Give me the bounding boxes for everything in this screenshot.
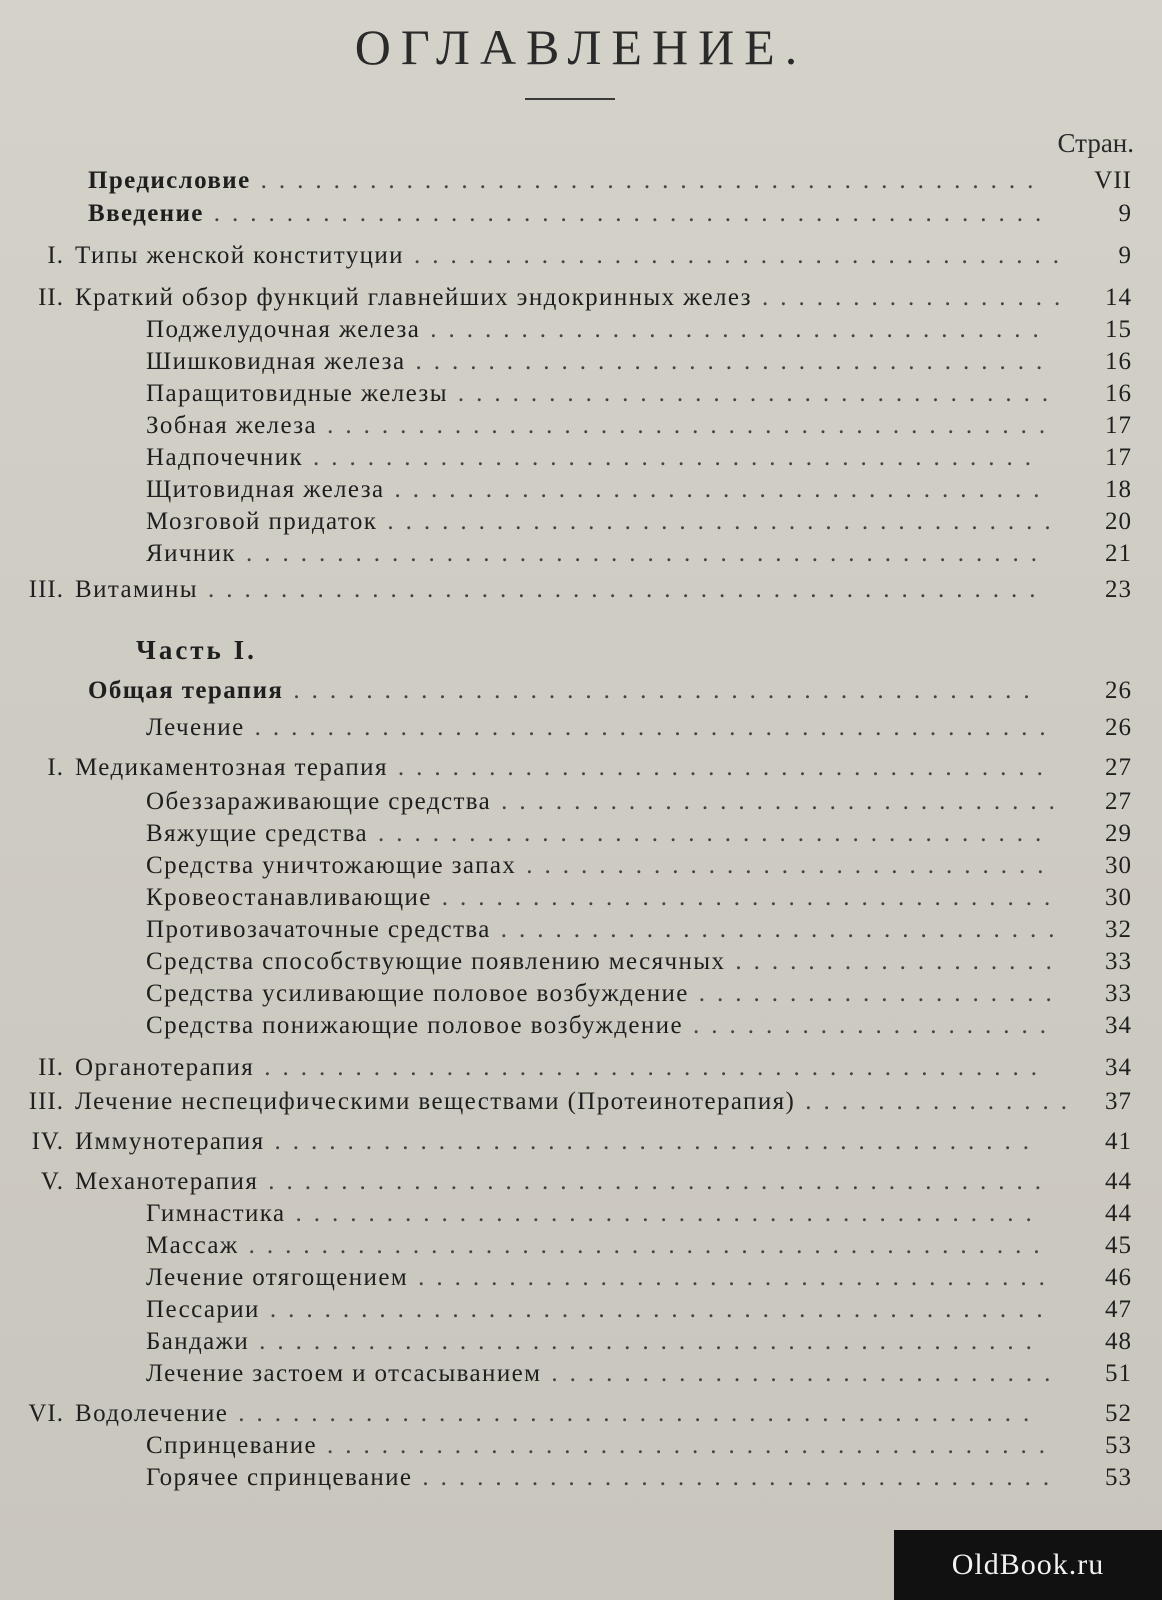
dot-leader: .............................	[526, 852, 1056, 879]
toc-entry	[0, 474, 1162, 506]
entry-title: Спринцевание	[146, 1432, 318, 1459]
toc-entry	[0, 410, 1162, 442]
chapter-numeral: III.	[28, 1088, 64, 1115]
toc-entry	[0, 850, 1162, 882]
entry-title: Зобная железа	[146, 412, 318, 439]
entry-title: Лечение	[146, 714, 245, 741]
page-number: 14	[1105, 284, 1132, 311]
entry-title: Гимнастика	[146, 1200, 286, 1227]
dot-leader: ............................	[551, 1360, 1063, 1387]
entry-title: Водолечение	[75, 1400, 229, 1427]
entry-title: Вяжущие средства	[146, 820, 368, 847]
dot-leader: ............................................	[248, 1232, 1052, 1259]
dot-leader: ...........................................	[264, 1054, 1049, 1081]
page-number: 20	[1105, 508, 1132, 535]
entry-title: Органотерапия	[75, 1054, 255, 1081]
entry-title: Типы женской конституции	[75, 242, 404, 269]
dot-leader: ..............................................	[207, 576, 1048, 603]
entry-title: Обеззараживающие средства	[146, 788, 492, 815]
entry-title: Средства усиливающие половое возбуждение	[146, 980, 689, 1007]
dot-leader: ........................................	[313, 444, 1044, 471]
dot-leader: ....................................	[413, 242, 1071, 269]
page-number: 52	[1105, 1400, 1132, 1427]
chapter-numeral: II.	[38, 1054, 64, 1081]
entry-title: Лечение отягощением	[146, 1264, 409, 1291]
toc-entry	[0, 675, 1162, 707]
page-number: 41	[1105, 1128, 1132, 1155]
page-number: 44	[1105, 1200, 1132, 1227]
dot-leader: .........................................	[295, 1200, 1044, 1227]
entry-title: Шишковидная железа	[146, 348, 406, 375]
watermark-text: OldBook.ru	[951, 1548, 1105, 1581]
chapter-numeral: III.	[28, 576, 64, 603]
entry-title: Паращитовидные железы	[146, 380, 448, 407]
dot-leader: ............................................	[254, 714, 1058, 741]
dot-leader: ...............................	[501, 788, 1067, 815]
entry-title: Лечение застоем и отсасыванием	[146, 1360, 542, 1387]
dot-leader: ...........................................	[268, 1168, 1053, 1195]
page-number: 16	[1105, 348, 1132, 375]
entry-title: Надпочечник	[146, 444, 304, 471]
dot-leader: ...................................	[415, 348, 1055, 375]
page-number: 33	[1105, 980, 1132, 1007]
page-number: 44	[1105, 1168, 1132, 1195]
page-number: 17	[1105, 444, 1132, 471]
page-title: ОГЛАВЛЕНИЕ.	[354, 19, 808, 75]
page-number: 34	[1105, 1054, 1132, 1081]
toc-entry	[0, 1166, 1162, 1198]
page-number: 27	[1105, 788, 1132, 815]
toc-entry	[0, 1126, 1162, 1158]
toc-entry	[0, 946, 1162, 978]
toc-entry	[0, 1086, 1162, 1118]
toc-entry	[0, 1052, 1162, 1084]
entry-title: Механотерапия	[75, 1168, 259, 1195]
entry-title: Часть I.	[136, 635, 257, 665]
dot-leader: .................................	[457, 380, 1061, 407]
dot-leader: .........................................	[293, 677, 1042, 704]
page-number: 34	[1105, 1012, 1132, 1039]
toc-entry	[0, 914, 1162, 946]
entry-title: Общая терапия	[88, 677, 284, 704]
page-number: 16	[1105, 380, 1132, 407]
page-number: 51	[1105, 1360, 1132, 1387]
toc-entry	[0, 506, 1162, 538]
toc-entry	[0, 240, 1162, 272]
dot-leader: ....................	[698, 980, 1064, 1007]
dot-leader: ..................	[735, 948, 1064, 975]
toc-entry	[0, 165, 1162, 197]
entry-title: Поджелудочная железа	[146, 316, 421, 343]
dot-leader: .................	[761, 284, 1073, 311]
toc-entry	[0, 378, 1162, 410]
page-number: 32	[1105, 916, 1132, 943]
toc-entry	[0, 1010, 1162, 1042]
toc-entry	[0, 198, 1162, 230]
toc-entry	[0, 978, 1162, 1010]
chapter-numeral: I.	[47, 242, 64, 269]
entry-title: Предисловие	[88, 167, 251, 194]
toc-entry	[0, 1398, 1162, 1430]
entry-title: Мозговой придаток	[146, 508, 378, 535]
chapter-numeral: V.	[40, 1168, 64, 1195]
dot-leader: ....................	[692, 1012, 1058, 1039]
entry-title: Средства уничтожающие запах	[146, 852, 517, 879]
toc-entry	[0, 574, 1162, 606]
toc-entry	[0, 1294, 1162, 1326]
page-number: 18	[1105, 476, 1132, 503]
entry-title: Введение	[88, 200, 204, 227]
toc-entry	[0, 314, 1162, 346]
dot-leader: .....................................	[378, 820, 1054, 847]
page-number: 37	[1105, 1088, 1132, 1115]
toc-entry	[0, 882, 1162, 914]
page-number: 53	[1105, 1464, 1132, 1491]
page-number: 26	[1105, 714, 1132, 741]
toc-entry	[0, 1358, 1162, 1390]
entry-title: Массаж	[146, 1232, 239, 1259]
chapter-numeral: II.	[38, 284, 64, 311]
dot-leader: ........................................	[327, 1432, 1058, 1459]
toc-entry	[0, 282, 1162, 314]
entry-title: Пессарии	[146, 1296, 260, 1323]
page-number: 23	[1105, 576, 1132, 603]
toc-entry	[0, 1262, 1162, 1294]
dot-leader: ..............................................	[213, 200, 1054, 227]
watermark-logo	[894, 1530, 1162, 1600]
dot-leader: ...............................	[500, 916, 1067, 943]
page-number: 9	[1118, 242, 1132, 269]
page-number: 9	[1118, 200, 1132, 227]
page-number: 29	[1105, 820, 1132, 847]
chapter-numeral: I.	[47, 754, 64, 781]
entry-title: Витамины	[75, 576, 198, 603]
dot-leader: ........................................	[327, 412, 1058, 439]
chapter-numeral: IV.	[31, 1128, 64, 1155]
toc-entry	[0, 442, 1162, 474]
page-number: 26	[1105, 677, 1132, 704]
toc-entry	[0, 1326, 1162, 1358]
dot-leader: ...........................................	[269, 1296, 1055, 1323]
toc-entry	[0, 786, 1162, 818]
page-number: 17	[1105, 412, 1132, 439]
entry-title: Яичник	[146, 540, 236, 567]
dot-leader: ...........................................	[260, 167, 1046, 194]
page-number: 53	[1105, 1432, 1132, 1459]
dot-leader: ...............	[805, 1088, 1079, 1115]
entry-title: Щитовидная железа	[146, 476, 385, 503]
entry-title: Кровеостанавливающие	[146, 884, 432, 911]
toc-entry	[0, 1230, 1162, 1262]
entry-title: Противозачаточные средства	[146, 916, 491, 943]
toc-entry	[0, 1462, 1162, 1494]
entry-title: Горячее спринцевание	[146, 1464, 413, 1491]
toc-entry	[0, 1430, 1162, 1462]
dot-leader: ..................................	[441, 884, 1063, 911]
toc-entry	[0, 1198, 1162, 1230]
entry-title: Средства понижающие половое возбуждение	[146, 1012, 683, 1039]
dot-leader: ............................................	[238, 1400, 1042, 1427]
entry-title: Медикаментозная терапия	[75, 754, 388, 781]
page-number: VII	[1094, 167, 1132, 194]
page-number: 30	[1105, 884, 1132, 911]
dot-leader: ...........................................	[259, 1328, 1044, 1355]
entry-title: Лечение неспецифическими веществами (Протеинотерапия)	[75, 1088, 796, 1115]
page-number: 47	[1105, 1296, 1132, 1323]
chapter-numeral: VI.	[28, 1400, 64, 1427]
toc-entry	[0, 346, 1162, 378]
page-column-label: Стран.	[1057, 128, 1134, 158]
page-number: 15	[1105, 316, 1132, 343]
entry-title: Иммунотерапия	[75, 1128, 265, 1155]
dot-leader: ..................................	[430, 316, 1051, 343]
dot-leader: .....................................	[387, 508, 1063, 535]
page-number: 48	[1105, 1328, 1132, 1355]
toc-entry	[0, 752, 1162, 784]
dot-leader: ............................................	[245, 540, 1049, 567]
page-number: 45	[1105, 1232, 1132, 1259]
dot-leader: ..........................................	[274, 1128, 1041, 1155]
page-number: 30	[1105, 852, 1132, 879]
page-number: 27	[1105, 754, 1132, 781]
toc-entry	[0, 634, 1162, 666]
title-rule	[525, 98, 615, 100]
dot-leader: ....................................	[397, 754, 1055, 781]
entry-title: Краткий обзор функций главнейших эндокринных желез	[75, 284, 752, 311]
dot-leader: ....................................	[394, 476, 1052, 503]
dot-leader: ...................................	[418, 1264, 1057, 1291]
page-number: 46	[1105, 1264, 1132, 1291]
toc-entry	[0, 538, 1162, 570]
toc-entry	[0, 712, 1162, 744]
page-number: 33	[1105, 948, 1132, 975]
toc-entry	[0, 818, 1162, 850]
entry-title: Бандажи	[146, 1328, 250, 1355]
page-number: 21	[1105, 540, 1132, 567]
dot-leader: ...................................	[422, 1464, 1062, 1491]
entry-title: Средства способствующие появлению месячных	[146, 948, 726, 975]
